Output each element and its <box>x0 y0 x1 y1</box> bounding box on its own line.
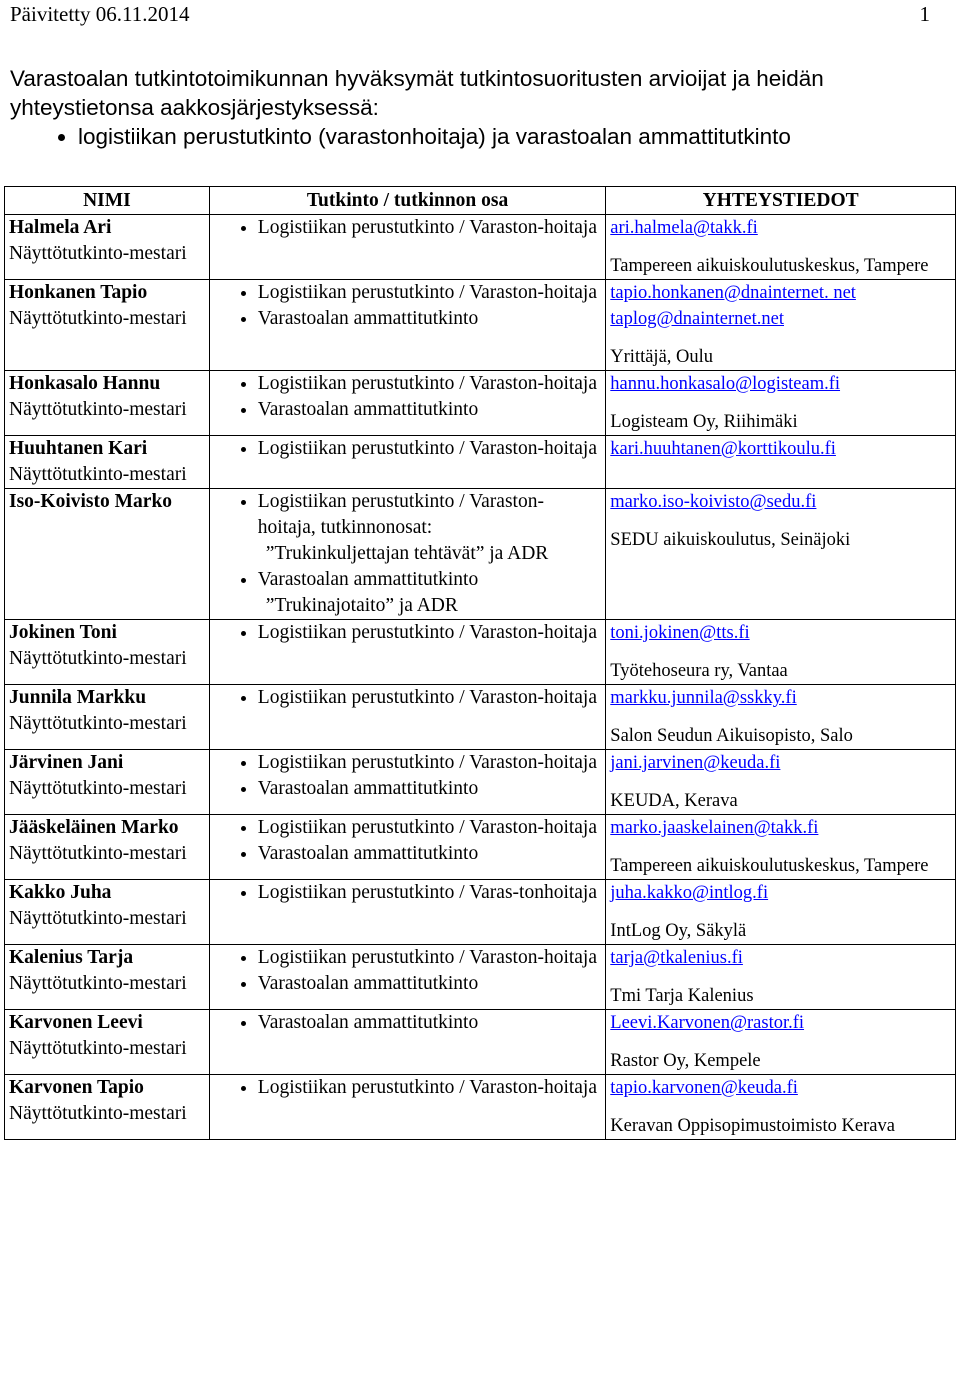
contact-cell <box>606 880 956 945</box>
degree-item: • Varastoalan ammattitutkinto <box>258 397 601 423</box>
assessor-role: Näyttötutkinto-mestari <box>9 778 187 799</box>
degree-cell <box>209 880 605 945</box>
degree-item: • Varastoalan ammattitutkinto <box>258 971 601 997</box>
email-link[interactable]: Leevi.Karvonen@rastor.fi <box>610 1013 805 1033</box>
degree-list <box>214 436 601 462</box>
assessor-role: Näyttötutkinto-mestari <box>9 464 187 485</box>
organization: Tampereen aikuiskoulutuskeskus, Tampere <box>610 256 929 276</box>
name-cell <box>5 750 210 815</box>
table-row <box>5 436 956 489</box>
degree-subitem: ”Trukinajotaito” ja ADR <box>265 595 458 616</box>
name-cell <box>5 215 210 280</box>
name-cell <box>5 880 210 945</box>
spacer <box>610 332 951 344</box>
degree-list <box>214 280 601 332</box>
organization: Salon Seudun Aikuisopisto, Salo <box>610 726 853 746</box>
assessor-role: Näyttötutkinto-mestari <box>9 243 187 264</box>
organization: Tampereen aikuiskoulutuskeskus, Tampere <box>610 856 929 876</box>
assessor-name: Iso-Koivisto Marko <box>9 491 173 512</box>
assessor-name: Halmela Ari <box>9 217 112 238</box>
spacer <box>610 241 951 253</box>
table-row <box>5 945 956 1010</box>
degree-item: • Logistiikan perustutkinto / Varaston-hoitaja, tutkinnonosat: <box>258 489 601 541</box>
contact-cell <box>606 436 956 489</box>
degree-subitem: ”Trukinkuljettajan tehtävät” ja ADR <box>265 543 549 564</box>
organization: Keravan Oppisopimustoimisto Kerava <box>610 1116 895 1136</box>
assessor-role: Näyttötutkinto-mestari <box>9 399 187 420</box>
organization: IntLog Oy, Säkylä <box>610 921 747 941</box>
degree-item: • Logistiikan perustutkinto / Varaston-hoitaja <box>258 685 601 711</box>
degree-list <box>214 215 601 241</box>
organization: SEDU aikuiskoulutus, Seinäjoki <box>610 530 851 550</box>
organization: Tmi Tarja Kalenius <box>610 986 754 1006</box>
table-row <box>5 215 956 280</box>
degree-item: • Varastoalan ammattitutkinto <box>258 306 601 332</box>
spacer <box>610 711 951 723</box>
spacer <box>610 776 951 788</box>
table-row <box>5 685 956 750</box>
header-contact: YHTEYSTIEDOT <box>606 187 956 215</box>
spacer <box>610 1036 951 1048</box>
name-cell <box>5 620 210 685</box>
degree-cell <box>209 945 605 1010</box>
email-link[interactable]: jani.jarvinen@keuda.fi <box>610 753 781 773</box>
degree-list <box>214 489 601 619</box>
name-cell <box>5 945 210 1010</box>
name-cell <box>5 685 210 750</box>
intro <box>10 64 945 151</box>
degree-item: • Logistiikan perustutkinto / Varaston-hoitaja <box>258 436 601 462</box>
degree-list <box>214 1010 601 1036</box>
contact-cell <box>606 489 956 620</box>
organization: KEUDA, Kerava <box>610 791 738 811</box>
intro-bullet: • logistiikan perustutkinto (varastonhoitaja) ja varastoalan ammattitutkinto <box>78 122 945 151</box>
name-cell <box>5 1010 210 1075</box>
table-row <box>5 620 956 685</box>
assessor-role: Näyttötutkinto-mestari <box>9 1038 187 1059</box>
contact-cell <box>606 945 956 1010</box>
degree-cell <box>209 436 605 489</box>
degree-item: • Logistiikan perustutkinto / Varaston-hoitaja <box>258 371 601 397</box>
degree-cell <box>209 1075 605 1140</box>
assessor-name: Junnila Markku <box>9 687 147 708</box>
degree-item: • Varastoalan ammattitutkinto <box>258 1010 601 1036</box>
degree-list <box>214 945 601 997</box>
degree-item: • Logistiikan perustutkinto / Varaston-hoitaja <box>258 750 601 776</box>
name-cell <box>5 280 210 371</box>
assessor-name: Kalenius Tarja <box>9 947 134 968</box>
contact-cell <box>606 1075 956 1140</box>
name-cell <box>5 371 210 436</box>
degree-cell <box>209 215 605 280</box>
assessor-name: Järvinen Jani <box>9 752 124 773</box>
table-row <box>5 880 956 945</box>
email-link[interactable]: tarja@tkalenius.fi <box>610 948 743 968</box>
contact-cell <box>606 750 956 815</box>
name-cell <box>5 489 210 620</box>
degree-list <box>214 880 601 906</box>
spacer <box>610 646 951 658</box>
degree-cell <box>209 1010 605 1075</box>
updated-date: Päivitetty 06.11.2014 <box>10 2 190 26</box>
degree-cell <box>209 685 605 750</box>
email-link[interactable]: taplog@dnainternet.net <box>610 309 784 329</box>
degree-list <box>214 620 601 646</box>
organization: Logisteam Oy, Riihimäki <box>610 412 798 432</box>
assessor-name: Honkasalo Hannu <box>9 373 161 394</box>
degree-item: • Logistiikan perustutkinto / Varaston-hoitaja <box>258 215 601 241</box>
spacer <box>610 515 951 527</box>
email-link[interactable]: hannu.honkasalo@logisteam.fi <box>610 374 841 394</box>
assessor-role: Näyttötutkinto-mestari <box>9 843 187 864</box>
assessor-name: Jääskeläinen Marko <box>9 817 179 838</box>
name-cell <box>5 1075 210 1140</box>
degree-list <box>214 750 601 802</box>
email-link[interactable]: marko.iso-koivisto@sedu.fi <box>610 492 817 512</box>
degree-item: • Logistiikan perustutkinto / Varaston-hoitaja <box>258 1075 601 1101</box>
contact-cell <box>606 280 956 371</box>
assessor-role: Näyttötutkinto-mestari <box>9 308 187 329</box>
degree-item: • Varastoalan ammattitutkinto <box>258 567 601 593</box>
degree-cell <box>209 371 605 436</box>
table-row <box>5 1010 956 1075</box>
organization: Työtehoseura ry, Vantaa <box>610 661 788 681</box>
email-link[interactable]: tapio.honkanen@dnainternet. net <box>610 283 856 303</box>
degree-cell <box>209 815 605 880</box>
degree-item: • Logistiikan perustutkinto / Varaston-hoitaja <box>258 815 601 841</box>
degree-item: • Logistiikan perustutkinto / Varaston-hoitaja <box>258 280 601 306</box>
email-link[interactable]: marko.jaaskelainen@takk.fi <box>610 818 819 838</box>
degree-list <box>214 685 601 711</box>
assessor-name: Kakko Juha <box>9 882 112 903</box>
table-row <box>5 1075 956 1140</box>
assessor-role: Näyttötutkinto-mestari <box>9 1103 187 1124</box>
assessor-name: Huuhtanen Kari <box>9 438 148 459</box>
email-link[interactable]: juha.kakko@intlog.fi <box>610 883 769 903</box>
spacer <box>610 906 951 918</box>
table-row <box>5 750 956 815</box>
name-cell <box>5 815 210 880</box>
degree-list <box>214 815 601 867</box>
contact-cell <box>606 371 956 436</box>
spacer <box>610 397 951 409</box>
degree-list <box>214 371 601 423</box>
intro-list <box>10 122 945 151</box>
table-header-row <box>5 187 956 215</box>
contact-cell <box>606 815 956 880</box>
organization: Yrittäjä, Oulu <box>610 347 714 367</box>
table-row <box>5 815 956 880</box>
name-cell <box>5 436 210 489</box>
spacer <box>610 841 951 853</box>
contact-cell <box>606 215 956 280</box>
assessors-table <box>4 186 956 1140</box>
assessor-role: Näyttötutkinto-mestari <box>9 648 187 669</box>
email-link[interactable]: markku.junnila@sskky.fi <box>610 688 797 708</box>
degree-item: • Varastoalan ammattitutkinto <box>258 776 601 802</box>
assessor-name: Honkanen Tapio <box>9 282 148 303</box>
table-row <box>5 280 956 371</box>
contact-cell <box>606 1010 956 1075</box>
header-degree: Tutkinto / tutkinnon osa <box>209 187 605 215</box>
spacer <box>610 1101 951 1113</box>
degree-item: • Logistiikan perustutkinto / Varaston-hoitaja <box>258 945 601 971</box>
organization: Rastor Oy, Kempele <box>610 1051 761 1071</box>
contact-cell <box>606 685 956 750</box>
contact-cell <box>606 620 956 685</box>
degree-cell <box>209 280 605 371</box>
assessor-role: Näyttötutkinto-mestari <box>9 908 187 929</box>
assessor-name: Karvonen Leevi <box>9 1012 143 1033</box>
email-link[interactable]: ari.halmela@takk.fi <box>610 218 758 238</box>
assessor-role: Näyttötutkinto-mestari <box>9 713 187 734</box>
assessor-name: Jokinen Toni <box>9 622 117 643</box>
degree-item: • Varastoalan ammattitutkinto <box>258 841 601 867</box>
table-row <box>5 489 956 620</box>
email-link[interactable]: kari.huuhtanen@korttikoulu.fi <box>610 439 836 459</box>
degree-cell <box>209 620 605 685</box>
table-row <box>5 371 956 436</box>
degree-cell <box>209 750 605 815</box>
page-number: 1 <box>919 2 930 26</box>
degree-cell <box>209 489 605 620</box>
email-link[interactable]: tapio.karvonen@keuda.fi <box>610 1078 798 1098</box>
assessor-name: Karvonen Tapio <box>9 1077 144 1098</box>
header-name: NIMI <box>5 187 210 215</box>
intro-text: Varastoalan tutkintotoimikunnan hyväksymät tutkintosuoritusten arvioijat ja heidän yhteystietonsa aakkosjärjestyksessä: <box>10 66 824 120</box>
spacer <box>610 971 951 983</box>
email-link[interactable]: toni.jokinen@tts.fi <box>610 623 750 643</box>
degree-item: • Logistiikan perustutkinto / Varas-tonhoitaja <box>258 880 601 906</box>
degree-item: • Logistiikan perustutkinto / Varaston-hoitaja <box>258 620 601 646</box>
assessor-role: Näyttötutkinto-mestari <box>9 973 187 994</box>
degree-list <box>214 1075 601 1101</box>
